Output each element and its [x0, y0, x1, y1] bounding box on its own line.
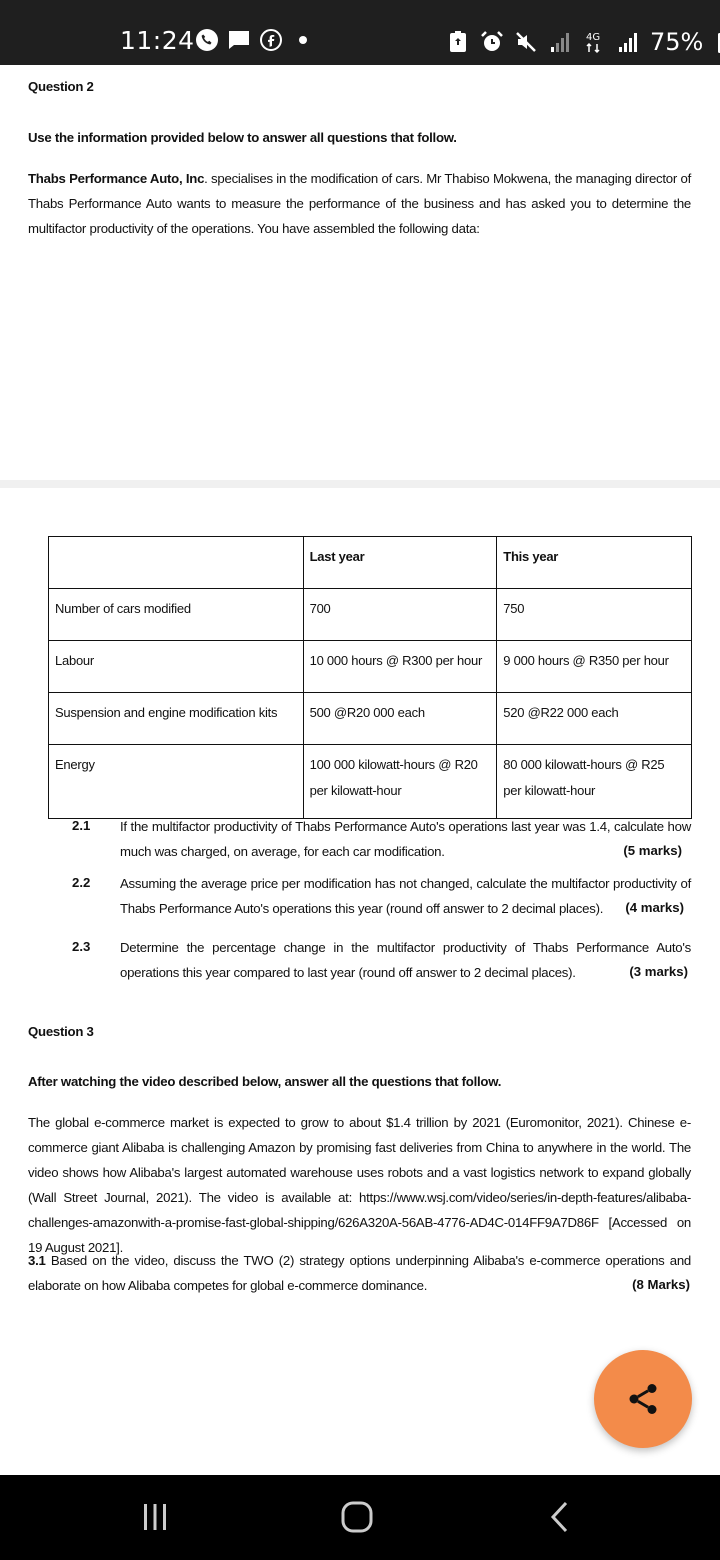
phone-icon: [195, 28, 219, 52]
facebook-icon: [259, 28, 283, 52]
4g-icon: [582, 30, 606, 54]
table-cell: Number of cars modified: [49, 589, 304, 641]
back-button[interactable]: [530, 1497, 590, 1537]
chat-icon: [227, 28, 251, 52]
mute-icon: [514, 30, 538, 54]
table-cell: 500 @R20 000 each: [303, 693, 497, 745]
question3-instruction: After watching the video described below, answer all the questions that follow.: [28, 1074, 502, 1089]
table-header-row: [49, 537, 692, 589]
table-row: [49, 641, 692, 693]
question-text: Assuming the average price per modification has not changed, calculate the multifactor productivity of Thabs Performance Auto's operations this year (round off answer to 2 decimal places).: [120, 876, 691, 916]
navigation-bar: [0, 1475, 720, 1560]
table-cell: Energy: [49, 745, 304, 819]
question2-heading: Question 2: [28, 79, 94, 94]
table-header-cell: Last year: [303, 537, 497, 589]
table-cell: 520 @R22 000 each: [497, 693, 692, 745]
question-text: Determine the percentage change in the multifactor productivity of Thabs Performance Auto's operations this year compared to last year (round off answer to 2 decimal places).: [120, 940, 691, 980]
question-3-1-text: Based on the video, discuss the TWO (2) strategy options underpinning Alibaba's e-commerce operations and elaborate on how Alibaba competes for global e-commerce dominance.: [28, 1253, 691, 1293]
data-table: [48, 536, 692, 819]
question-marks: (5 marks): [623, 843, 682, 858]
table-header-cell: This year: [497, 537, 692, 589]
dot-icon: [291, 28, 315, 52]
table-cell: 9 000 hours @ R350 per hour: [497, 641, 692, 693]
question-number: 3.1: [28, 1253, 46, 1268]
share-icon: [625, 1381, 661, 1417]
question-text: If the multifactor productivity of Thabs Performance Auto's operations last year was 1.4, calculate how much was charged, on average, for each car modification.: [120, 819, 691, 859]
question-number: 2.2: [72, 875, 91, 890]
svg-text:4G: 4G: [586, 32, 601, 43]
table-row: [49, 693, 692, 745]
battery-percent: 75%: [650, 28, 704, 56]
back-icon: [545, 1499, 575, 1535]
table-cell: Suspension and engine modification kits: [49, 693, 304, 745]
intro-text: . specialises in the modification of cars. Mr Thabiso Mokwena, the managing director of Thabs Performance Auto wants to measure the performance of the business and has asked you to determine the multifactor productivity of the operations. You have assembled the following data:: [28, 171, 691, 236]
recent-apps-icon: [138, 1500, 172, 1534]
question-number: 2.1: [72, 818, 91, 833]
alarm-icon: [480, 30, 504, 54]
question-marks: (3 marks): [629, 964, 688, 979]
status-bar: [0, 0, 720, 65]
document-page-2: [0, 488, 720, 1475]
signal-icon: [616, 30, 640, 54]
home-icon: [339, 1499, 375, 1535]
question3-paragraph: The global e-commerce market is expected to grow to about $1.4 trillion by 2021 (Euromonitor, 2021). Chinese e-commerce giant Alibaba is challenging Amazon by promising fast deliveries from China to anywhere in the world. The video shows how Alibaba's largest automated warehouse uses robots and a vast logistics network to expand globally (Wall Street Journal, 2021). The video is available at: https://www.wsj.com/video/series/in-depth-features/alibaba-challenges-amazonwith-a-promise-fast-global-shipping/626A320A-56AB-4776-AD4C-014FF9A7D86F [Accessed on 19 August 2021].: [28, 1115, 691, 1255]
question3-heading: Question 3: [28, 1024, 94, 1039]
table-row: [49, 745, 692, 819]
battery-icon: [713, 30, 720, 54]
question-marks: (8 Marks): [568, 1273, 690, 1297]
table-cell: 100 000 kilowatt-hours @ R20 per kilowatt-hour: [303, 745, 497, 819]
question-number: 2.3: [72, 939, 91, 954]
status-time: 11:24: [120, 26, 195, 55]
table-cell: Labour: [49, 641, 304, 693]
document-page-1: [0, 65, 720, 480]
question2-intro: [28, 166, 691, 241]
question2-instruction: Use the information provided below to answer all questions that follow.: [28, 130, 457, 145]
share-button[interactable]: [594, 1350, 692, 1448]
table-row: [49, 589, 692, 641]
battery-saver-icon: [446, 30, 470, 54]
table-header-cell: [49, 537, 304, 589]
recent-apps-button[interactable]: [125, 1497, 185, 1537]
table-cell: 750: [497, 589, 692, 641]
signal-icon: [548, 30, 572, 54]
table-cell: 10 000 hours @ R300 per hour: [303, 641, 497, 693]
home-button[interactable]: [327, 1497, 387, 1537]
company-name: Thabs Performance Auto, Inc: [28, 171, 205, 186]
page-separator: [0, 480, 720, 488]
question-marks: (4 marks): [625, 900, 684, 915]
table-cell: 80 000 kilowatt-hours @ R25 per kilowatt-hour: [497, 745, 692, 819]
table-cell: 700: [303, 589, 497, 641]
